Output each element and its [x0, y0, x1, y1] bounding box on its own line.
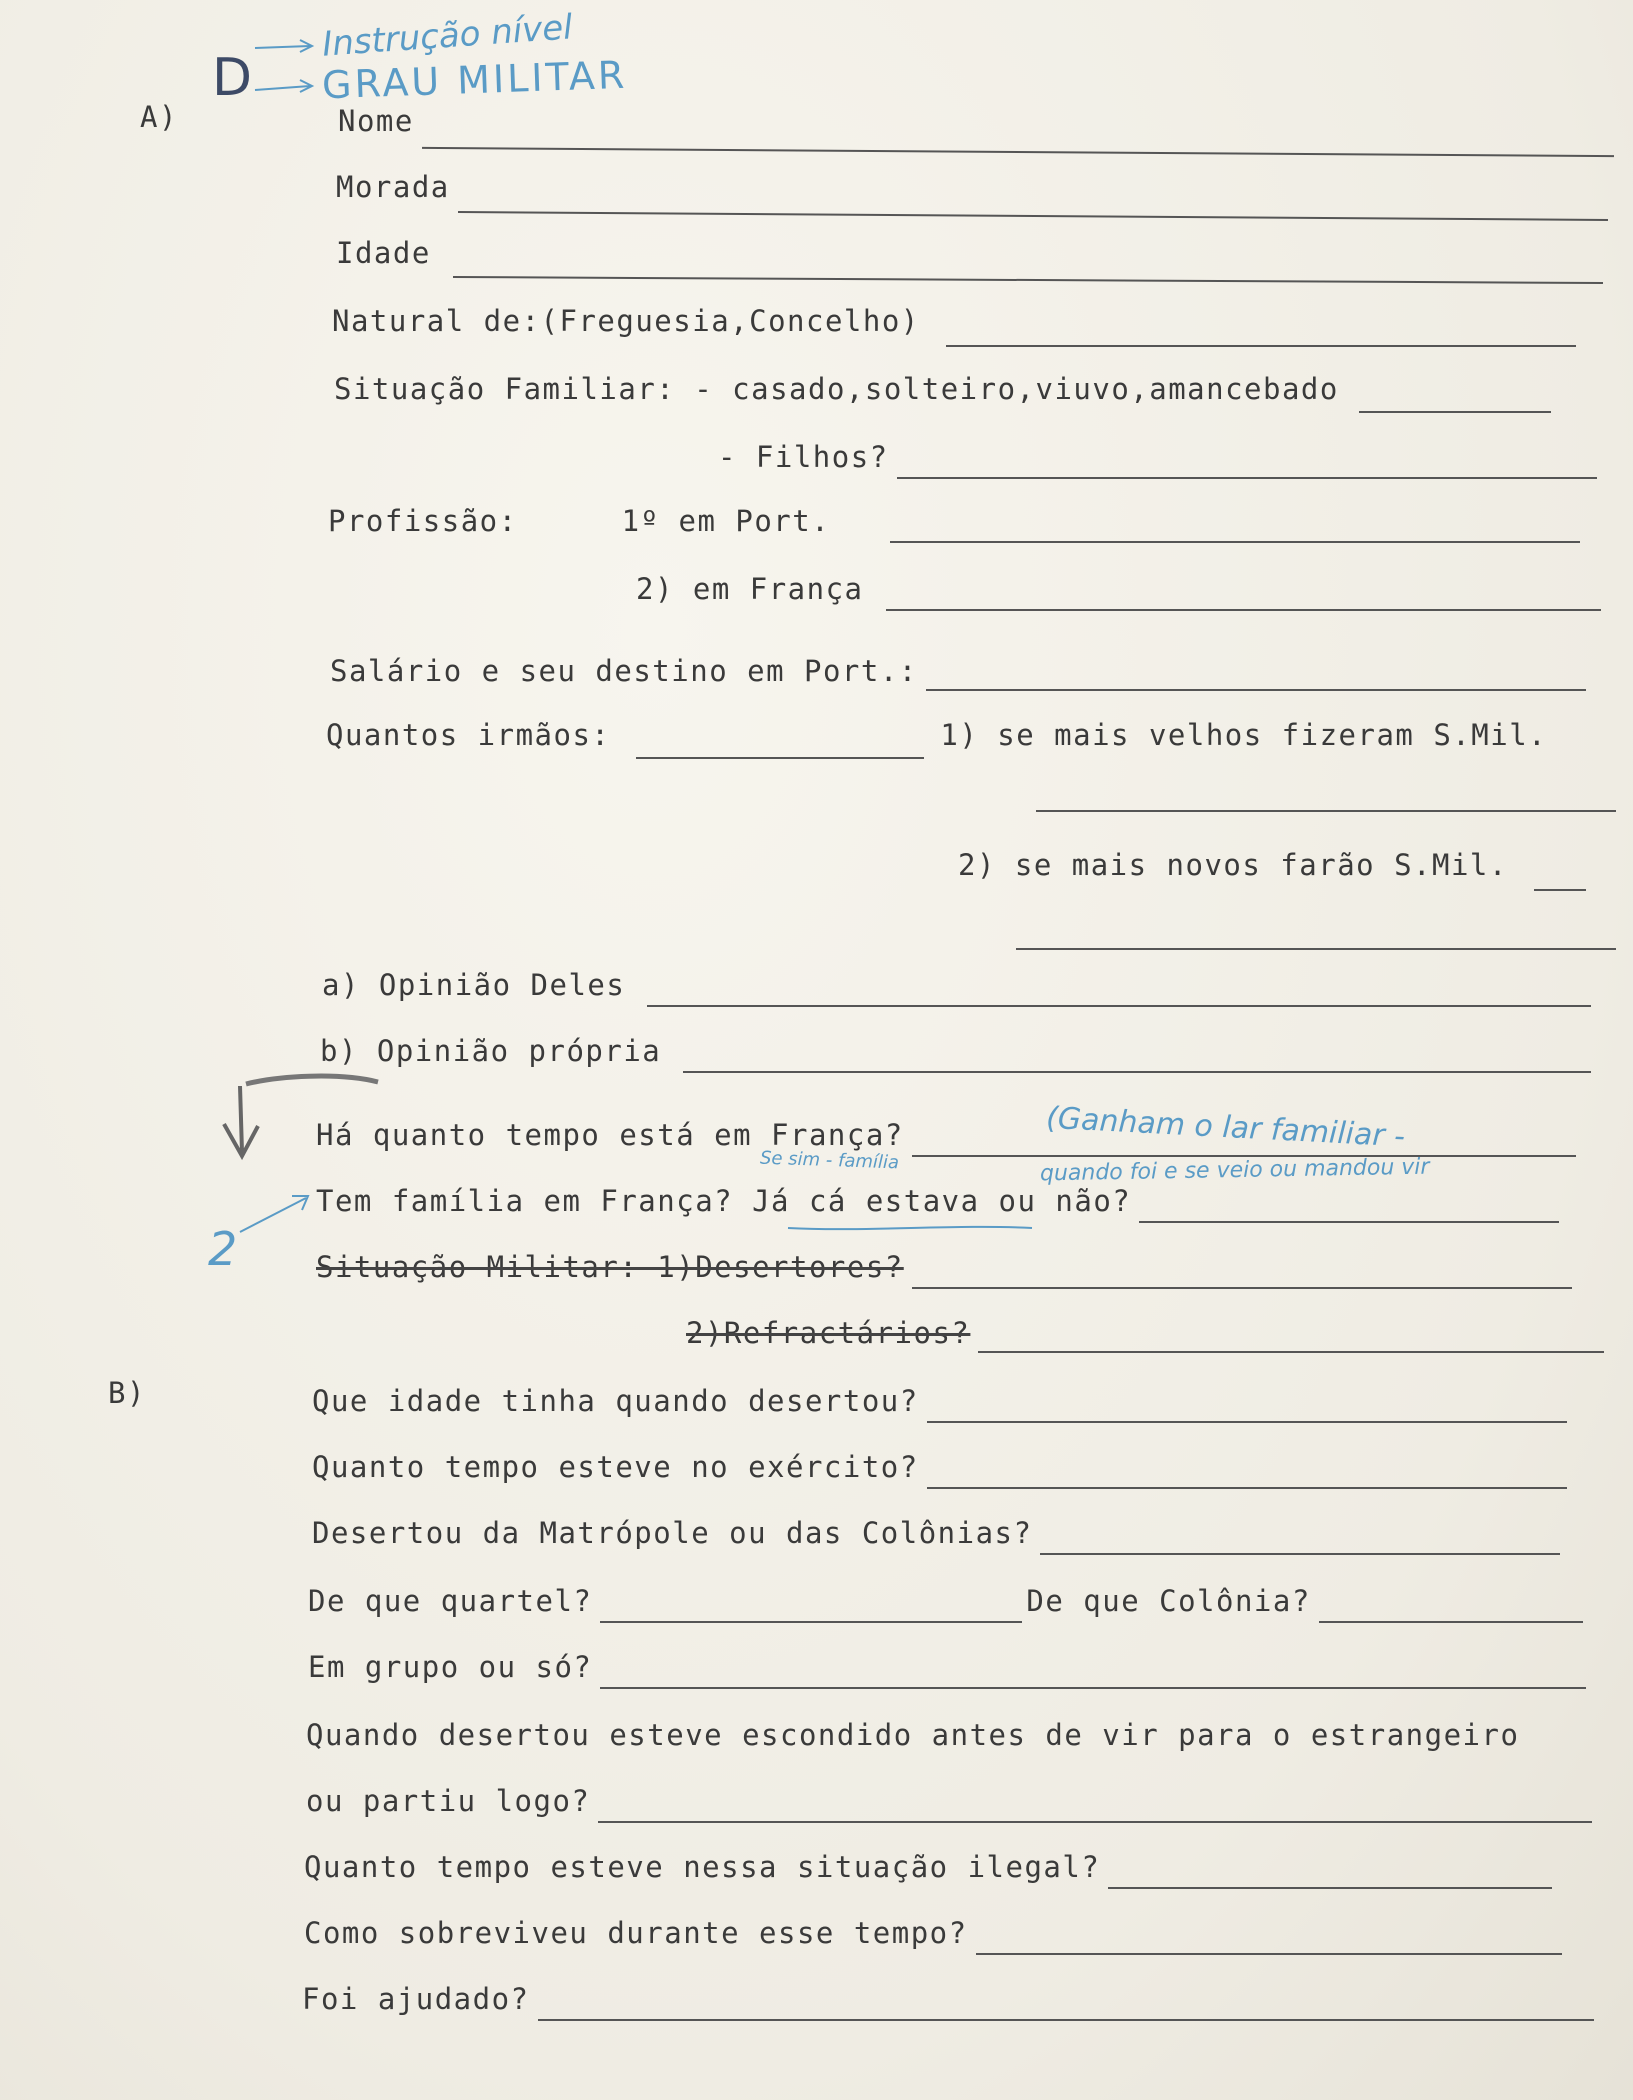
- blank-opiniao-propria[interactable]: [683, 1071, 1591, 1073]
- blank-nome[interactable]: [422, 147, 1614, 157]
- field-irmaos[interactable]: [326, 718, 1547, 752]
- handwritten-letter-d: D: [212, 48, 253, 108]
- blank-idade-desertou[interactable]: [927, 1421, 1567, 1423]
- label-refractarios: 2)Refractários?: [686, 1316, 971, 1350]
- field-metropole[interactable]: [312, 1516, 1560, 1550]
- label-situacao-ilegal: Quanto tempo esteve nessa situação ilegal?: [304, 1850, 1101, 1884]
- blank-tempo-franca[interactable]: [912, 1155, 1576, 1157]
- field-opiniao-propria[interactable]: [320, 1034, 1591, 1068]
- blank-colonia[interactable]: [1319, 1621, 1583, 1623]
- blank-metropole[interactable]: [1040, 1553, 1560, 1555]
- label-natural: Natural de:(Freguesia,Concelho): [332, 304, 920, 338]
- label-prof-portugal: 1º em Port.: [621, 504, 831, 538]
- blank-salario[interactable]: [926, 689, 1586, 691]
- section-a-label: A): [140, 100, 178, 134]
- label-filhos: - Filhos?: [718, 440, 889, 474]
- field-situacao-ilegal[interactable]: [304, 1850, 1552, 1884]
- label-irmaos: Quantos irmãos:: [326, 718, 611, 752]
- field-escondido: [306, 1718, 1519, 1752]
- label-irmaos-velhos: 1) se mais velhos fizeram S.Mil.: [940, 718, 1548, 752]
- blank-natural[interactable]: [946, 345, 1576, 347]
- blank-prof-portugal[interactable]: [890, 541, 1580, 543]
- field-situacao-militar[interactable]: [316, 1250, 1572, 1284]
- label-partiu: ou partiu logo?: [306, 1784, 591, 1818]
- section-b-label: B): [108, 1376, 146, 1410]
- label-situacao-familiar: Situação Familiar: - casado,solteiro,viuvo,amancebado: [334, 372, 1339, 406]
- blank-quartel[interactable]: [600, 1621, 1022, 1623]
- label-escondido: Quando desertou esteve escondido antes de vir para o estrangeiro: [306, 1718, 1520, 1752]
- label-quartel: De que quartel?: [308, 1584, 593, 1618]
- field-irmaos-novos[interactable]: [958, 848, 1586, 882]
- label-tempo-franca: Há quanto tempo está em França?: [316, 1118, 904, 1152]
- label-familia-franca: Tem família em França? Já cá estava ou não?: [316, 1184, 1132, 1218]
- blank-opiniao-deles[interactable]: [647, 1005, 1591, 1007]
- blank-idade[interactable]: [453, 276, 1603, 284]
- blank-partiu[interactable]: [598, 1821, 1592, 1823]
- label-morada: Morada: [336, 170, 450, 204]
- small-arrow-icon: [236, 1190, 316, 1240]
- label-ajudado: Foi ajudado?: [302, 1982, 530, 2016]
- field-ajudado[interactable]: [302, 1982, 1594, 2016]
- label-nome: Nome: [338, 104, 414, 138]
- blank-sobreviveu[interactable]: [976, 1953, 1562, 1955]
- blank-filhos[interactable]: [897, 477, 1597, 479]
- blank-irmaos-velhos[interactable]: [1036, 810, 1616, 812]
- field-morada[interactable]: [336, 170, 1608, 204]
- blank-tempo-exercito[interactable]: [927, 1487, 1567, 1489]
- handwritten-number-2: 2: [208, 1222, 238, 1276]
- field-idade-desertou[interactable]: [312, 1384, 1567, 1418]
- field-profissao-2[interactable]: [636, 572, 1601, 606]
- handwritten-note-ganham: (Ganham o lar familiar -: [1045, 1100, 1406, 1155]
- label-sobreviveu: Como sobreviveu durante esse tempo?: [304, 1916, 968, 1950]
- blank-prof-franca[interactable]: [886, 609, 1601, 611]
- field-partiu[interactable]: [306, 1784, 1592, 1818]
- label-profissao: Profissão:: [328, 504, 518, 538]
- field-refractarios[interactable]: [686, 1316, 1604, 1350]
- label-salario: Salário e seu destino em Port.:: [330, 654, 918, 688]
- label-idade: Idade: [336, 236, 431, 270]
- blank-situacao-ilegal[interactable]: [1108, 1887, 1552, 1889]
- handwritten-note-se-sim: Se sim - família: [759, 1147, 900, 1174]
- handwritten-note-grau-militar: GRAU MILITAR: [321, 52, 628, 108]
- blank-situacao-militar[interactable]: [912, 1287, 1572, 1289]
- blank-morada[interactable]: [458, 211, 1608, 221]
- blank-refractarios[interactable]: [978, 1351, 1604, 1353]
- blank-situacao-familiar[interactable]: [1359, 411, 1551, 413]
- blank-irmaos[interactable]: [636, 757, 924, 759]
- field-profissao-1[interactable]: [328, 504, 1580, 538]
- field-salario[interactable]: [330, 654, 1586, 688]
- blank-irmaos-novos-2[interactable]: [1016, 948, 1616, 950]
- blank-ajudado[interactable]: [538, 2019, 1594, 2021]
- label-idade-desertou: Que idade tinha quando desertou?: [312, 1384, 919, 1418]
- label-opiniao-deles: a) Opinião Deles: [322, 968, 626, 1002]
- label-situacao-militar: Situação Militar: 1)Desertores?: [316, 1250, 904, 1284]
- handwritten-note-quando: quando foi e se veio ou mandou vir: [1039, 1154, 1430, 1187]
- label-grupo: Em grupo ou só?: [308, 1650, 593, 1684]
- label-metropole: Desertou da Matrópole ou das Colônias?: [312, 1516, 1033, 1550]
- blank-familia-franca[interactable]: [1139, 1221, 1559, 1223]
- field-quartel-colonia[interactable]: [308, 1584, 1583, 1618]
- field-grupo[interactable]: [308, 1650, 1586, 1684]
- field-familia-franca[interactable]: [316, 1184, 1559, 1218]
- field-nome[interactable]: [338, 104, 1614, 138]
- pencil-underline-icon: [786, 1218, 1036, 1238]
- field-idade[interactable]: [336, 236, 1603, 270]
- field-filhos[interactable]: [718, 440, 1597, 474]
- field-situacao-familiar[interactable]: [334, 372, 1551, 406]
- label-tempo-exercito: Quanto tempo esteve no exército?: [312, 1450, 919, 1484]
- blank-grupo[interactable]: [600, 1687, 1586, 1689]
- arrow-icon: [250, 38, 330, 98]
- handwritten-note-instrucao: Instrução nível: [320, 7, 574, 65]
- label-prof-franca: 2) em França: [636, 572, 864, 606]
- field-opiniao-deles[interactable]: [322, 968, 1591, 1002]
- blank-irmaos-novos[interactable]: [1534, 889, 1586, 891]
- label-opiniao-propria: b) Opinião própria: [320, 1034, 662, 1068]
- field-sobreviveu[interactable]: [304, 1916, 1562, 1950]
- field-tempo-exercito[interactable]: [312, 1450, 1567, 1484]
- label-irmaos-novos: 2) se mais novos farão S.Mil.: [958, 848, 1508, 882]
- label-colonia: De que Colônia?: [1026, 1584, 1311, 1618]
- field-natural[interactable]: [332, 304, 1576, 338]
